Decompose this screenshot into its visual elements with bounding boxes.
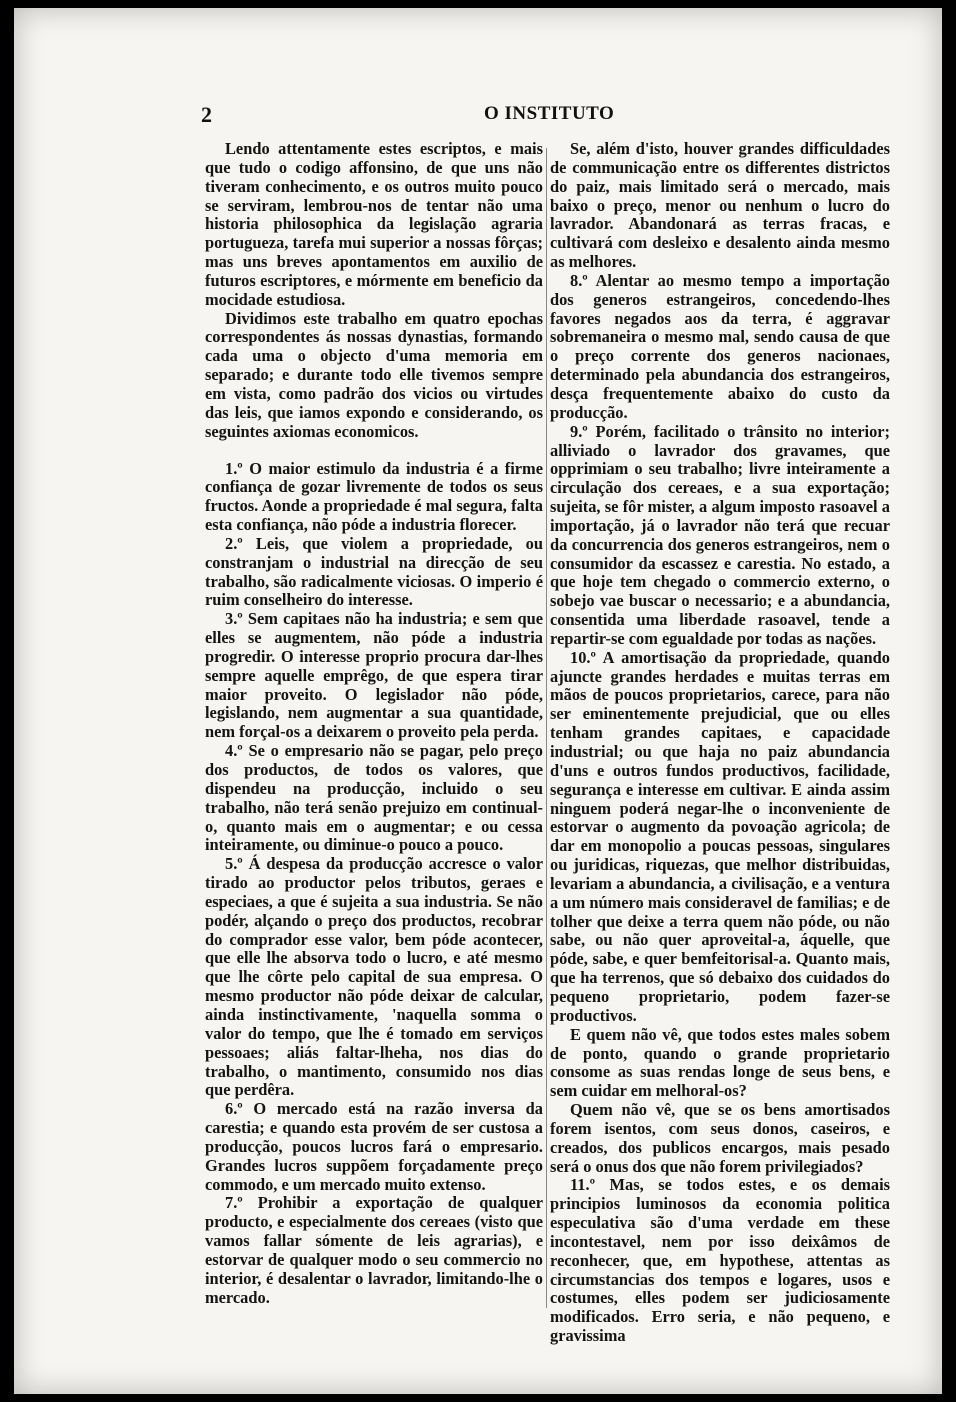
paragraph: E quem não vê, que todos estes males sobem de ponto, quando o grande proprietario consome as suas rendas longe de seus bens, e sem cuidar em melhoral-os? bbox=[550, 1024, 890, 1101]
paragraph: Quem não vê, que se os bens amortisados forem isentos, com seus donos, caseiros, e creados, dos publicos encargos, mais pesado será o onus dos que não forem privilegiados? bbox=[550, 1100, 890, 1176]
axiom-paragraph: 5.º Á despesa da producção accresce o valor tirado ao productor pelos tributos, geraes e especiaes, a que é sujeita a sua industria. Se não podér, alçando o preço dos productos, recobrar do comprador esse valor, bem póde acontecer, que elle lhe absorva todo o lucro, e até mesmo que lhe côrte pelo capital de sua empresa. O mesmo productor não póde deixar de calcular, ainda instinctivamente, 'naquella somma o valor do tempo, que lhe é tomado em serviços pessoaes; aliás faltar-lheha, nos dias do trabalho, o mantimento, consumido nos dias que perdêra. bbox=[205, 854, 543, 1100]
axiom-paragraph: 7.º Prohibir a exportação de qualquer producto, e especialmente dos cereaes (visto que vamos fallar sómente de leis agrarias), e estorvar de qualquer modo o seu commercio no interior, é desalentar o lavrador, limitando-lhe o mercado. bbox=[205, 1193, 543, 1307]
axiom-paragraph: 8.º Alentar ao mesmo tempo a importação dos generos estrangeiros, concedendo-lhes favores negados aos da terra, é aggravar sobremaneira o mesmo mal, sendo causa de que o preço corrente dos generos nacionaes, determinado pela abundancia dos estrangeiros, desça frequentemente abaixo do custo da producção. bbox=[550, 270, 890, 422]
right-column bbox=[550, 140, 890, 1346]
page-number: 2 bbox=[201, 102, 212, 127]
axiom-paragraph: 2.º Leis, que violem a propriedade, ou constranjam o industrial na direcção de seu trabalho, são radicalmente viciosas. O imperio é ruim conselheiro do interesse. bbox=[205, 533, 543, 610]
running-title: O INSTITUTO bbox=[484, 103, 615, 124]
axiom-paragraph: 9.º Porém, facilitado o trânsito no interior; alliviado o lavrador dos gravames, que opprimiam o seu trabalho; livre inteiramente a circulação dos cereaes, e a sua exportação; sujeita, se fôr mister, a algum imposto rasoavel a importação, já o lavrador não terá que recuar da concurrencia dos generos estrangeiros, nem o consumidor da escassez e carestia. No estado, a que hoje tem chegado o commercio externo, o sobejo vae buscar o necessario; e a abundancia, consentida uma liberdade rasoavel, tende a repartir-se com egualdade por todas as nações. bbox=[550, 421, 890, 648]
paragraph: Dividimos este trabalho em quatro epochas correspondentes ás nossas dynastias, formando cada uma o objecto d'uma memoria em separado; e durante todo elle tivemos sempre em vista, como padrão dos vicios ou virtudes das leis, que iamos expondo e considerando, os seguintes axiomas economicos. bbox=[205, 308, 543, 441]
column-divider bbox=[546, 148, 547, 1308]
axiom-paragraph: 4.º Se o empresario não se pagar, pelo preço dos productos, de todos os valores, que dispendeu na producção, incluido o seu trabalho, não terá senão prejuizo em continual-o, quanto mais em o augmentar; e ou cessa inteiramente, ou diminue-o pouco a pouco. bbox=[205, 741, 543, 855]
paragraph: Lendo attentamente estes escriptos, e mais que tudo o codigo affonsino, de que uns não tiveram conhecimento, e os outros muito pouco se serviram, lembrou-nos de tentar não uma historia philosophica da legislação agraria portugueza, tarefa mui superior a nossas fôrças; mas uns breves apontamentos em auxilio de futuros escriptores, e mórmente em beneficio da mocidade estudiosa. bbox=[205, 139, 543, 309]
axiom-paragraph: 6.º O mercado está na razão inversa da carestia; e quando esta provém de ser custosa a producção, poucos lucros fará o empresario. Grandes lucros suppõem forçadamente preço commodo, e um mercado muito extenso. bbox=[205, 1099, 543, 1194]
page-header bbox=[14, 100, 942, 130]
scanned-page bbox=[14, 8, 942, 1394]
axiom-paragraph: 1.º O maior estimulo da industria é a firme confiança de gozar livremente de todos os seus fructos. Aonde a propriedade é mal segura, falta esta confiança, não póde a industria florecer. bbox=[205, 458, 543, 535]
paragraph: Se, além d'isto, houver grandes difficuldades de communicação entre os differentes districtos do paiz, mais limitado será o mercado, mais baixo o preço, menor ou nenhum o lucro do lavrador. Abandonará as terras fracas, e cultivará com desleixo e desalento ainda mesmo as melhores. bbox=[550, 139, 890, 272]
axiom-paragraph: 10.º A amortisação da propriedade, quando ajuncte grandes herdades e muitas terras em mãos de poucos proprietarios, carece, para não ser eminentemente prejudicial, que ou elles tenham grandes capitaes, e capacidade industrial; ou que haja no paiz abundancia d'uns e outros fundos productivos, facilidade, segurança e interesse em cultivar. E ainda assim ninguem poderá negar-lhe o inconveniente de estorvar o augmento da povoação agricola; de dar em monopolio a poucas pessoas, singulares ou juridicas, riquezas, que melhor distribuidas, levariam a abundancia, a civilisação, e a ventura a um número mais consideravel de familias; e de tolher que deixe a terra quem não póde, ou não sabe, ou não quer aproveital-a, áquelle, que póde, sabe, e quer bemfeitorisal-a. Quanto mais, que ha terrenos, que só debaixo dos cuidados do pequeno proprietario, podem fazer-se productivos. bbox=[550, 647, 890, 1025]
left-column bbox=[205, 140, 543, 1307]
axiom-paragraph: 11.º Mas, se todos estes, e os demais principios luminosos da economia politica especulativa são d'uma verdade em these incontestavel, nem por isso deixâmos de reconhecer, que, em hypothese, attentas as circumstancias dos tempos e logares, usos e costumes, elles podem ser judiciosamente modificados. Erro seria, e não pequeno, e gravissima bbox=[550, 1175, 890, 1346]
axiom-paragraph: 3.º Sem capitaes não ha industria; e sem que elles se augmentem, não póde a industria progredir. O interesse proprio procura dar-lhes sempre aquelle emprêgo, de que espera tirar maior proveito. O legislador não póde, legislando, nem augmentar a sua quantidade, nem forçal-os a deixarem o proveito pela perda. bbox=[205, 609, 543, 742]
